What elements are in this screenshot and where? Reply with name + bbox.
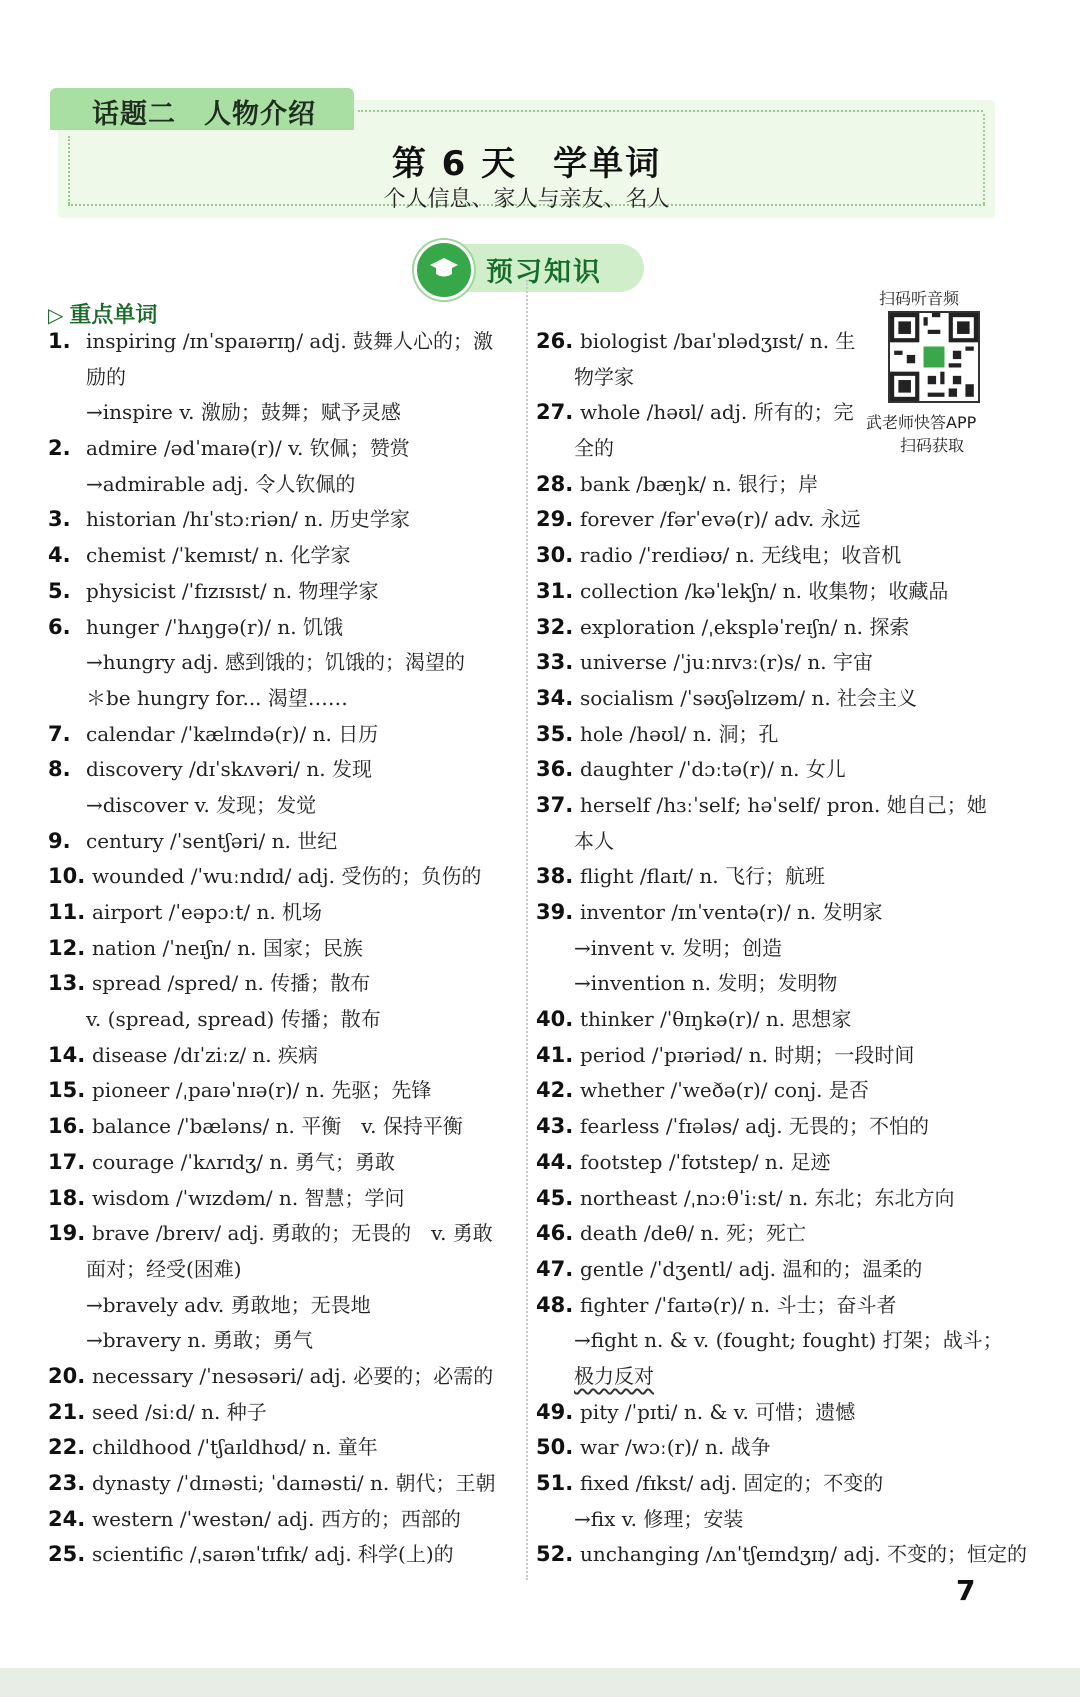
entry-text: gentle /ˈdʒentl/ adj. 温和的；温柔的 <box>580 1256 923 1281</box>
entry-text: daughter /ˈdɔːtə(r)/ n. 女儿 <box>580 757 846 782</box>
entry-text: fixed /fɪkst/ adj. 固定的；不变的 <box>580 1471 884 1495</box>
entry-number: 22. <box>48 1435 86 1460</box>
entry-text: fighter /ˈfaɪtə(r)/ n. 斗士；奋斗者 <box>580 1292 897 1317</box>
entry-number: 15. <box>48 1078 86 1103</box>
entry-number: 32. <box>536 614 574 639</box>
vocab-entry <box>48 717 518 753</box>
entry-text: v. (spread, spread) 传播；散布 <box>86 1007 381 1032</box>
entry-number: 46. <box>536 1221 574 1246</box>
topic-label: 话题二 人物介绍 <box>92 99 316 130</box>
entry-number: 29. <box>536 507 574 532</box>
triangle-icon: ▷ <box>48 303 64 327</box>
entry-text: 物学家 <box>574 364 634 389</box>
vocab-continuation <box>48 1323 518 1359</box>
entry-text: ＊be hungry for... 渴望…… <box>86 685 348 710</box>
entry-number: 42. <box>536 1078 574 1103</box>
entry-number: 31. <box>536 578 574 603</box>
entry-text: physicist /ˈfɪzɪsɪst/ n. 物理学家 <box>86 578 379 603</box>
vocab-entry <box>536 859 1006 895</box>
entry-number: 51. <box>536 1471 574 1495</box>
entry-text: 面对；经受(困难) <box>86 1256 242 1281</box>
entry-number: 4. <box>48 543 71 568</box>
vocab-entry <box>536 681 1006 717</box>
entry-text: childhood /ˈtʃaɪldhʊd/ n. 童年 <box>92 1435 378 1460</box>
entry-number: 24. <box>48 1506 86 1531</box>
entry-number: 39. <box>536 900 574 924</box>
entry-text: exploration /ˌekspləˈreɪʃn/ n. 探索 <box>580 614 910 639</box>
entry-text: 全的 <box>574 436 614 461</box>
vocab-entry <box>48 1073 518 1109</box>
entry-text: bank /bæŋk/ n. 银行；岸 <box>580 471 819 496</box>
vocab-entry <box>48 324 518 360</box>
entry-text: fearless /ˈfɪələs/ adj. 无畏的；不怕的 <box>580 1114 929 1139</box>
entry-text: thinker /ˈθɪŋkə(r)/ n. 思想家 <box>580 1007 852 1032</box>
vocab-entry <box>536 645 1006 681</box>
entry-text: airport /ˈeəpɔːt/ n. 机场 <box>92 900 323 924</box>
entry-text: inventor /ɪnˈventə(r)/ n. 发明家 <box>580 900 883 924</box>
vocab-continuation <box>48 467 518 503</box>
entry-text: socialism /ˈsəʊʃəlɪzəm/ n. 社会主义 <box>580 685 918 710</box>
entry-number: 49. <box>536 1399 574 1424</box>
entry-text: admire /ədˈmaɪə(r)/ v. 钦佩；赞赏 <box>86 436 410 461</box>
entry-text: flight /flaɪt/ n. 飞行；航班 <box>580 864 825 889</box>
vocab-entry <box>536 467 1006 503</box>
page-subtitle: 个人信息、家人与亲友、名人 <box>383 187 670 212</box>
entry-text: war /wɔː(r)/ n. 战争 <box>580 1435 771 1460</box>
entry-number: 33. <box>536 650 574 675</box>
vocab-entry <box>48 824 518 860</box>
entry-text: historian /hɪˈstɔːriən/ n. 历史学家 <box>86 507 410 532</box>
entry-text: century /ˈsentʃəri/ n. 世纪 <box>86 828 338 853</box>
vocab-entry <box>48 1395 518 1431</box>
vocab-entry <box>536 1537 1027 1573</box>
entry-number: 41. <box>536 1042 574 1067</box>
entry-number: 21. <box>48 1399 86 1424</box>
vocab-entry <box>48 1109 518 1145</box>
vocab-continuation <box>48 1002 518 1038</box>
graduation-cap-icon <box>414 240 474 300</box>
entry-number: 5. <box>48 578 71 603</box>
entry-number: 10. <box>48 864 86 889</box>
vocab-entry <box>48 1466 518 1502</box>
entry-number: 3. <box>48 507 71 532</box>
vocab-entry <box>48 1145 518 1181</box>
entry-text: death /deθ/ n. 死；死亡 <box>580 1221 806 1246</box>
vocab-entry <box>48 502 518 538</box>
vocab-entry <box>48 1359 518 1395</box>
entry-number: 1. <box>48 329 71 353</box>
entry-text: hole /həʊl/ n. 洞；孔 <box>580 721 779 746</box>
entry-number: 11. <box>48 900 86 924</box>
page-bottom-edge <box>0 1668 1080 1697</box>
entry-text: →invent v. 发明；创造 <box>574 935 783 960</box>
vocab-continuation <box>48 395 518 431</box>
vocab-entry <box>536 1109 1006 1145</box>
entry-text: western /ˈwestən/ adj. 西方的；西部的 <box>92 1506 461 1531</box>
vocab-entry <box>48 1038 518 1074</box>
entry-text: →bravely adv. 勇敢地；无畏地 <box>86 1292 371 1317</box>
entry-number: 19. <box>48 1221 86 1246</box>
entry-number: 18. <box>48 1185 86 1210</box>
vocab-entry <box>536 1288 1006 1324</box>
vocab-continuation <box>48 681 518 717</box>
entry-text: period /ˈpɪəriəd/ n. 时期；一段时间 <box>580 1042 915 1067</box>
vocab-continuation <box>48 360 518 396</box>
entry-text: →invention n. 发明；发明物 <box>574 971 838 996</box>
vocab-entry <box>536 788 1006 824</box>
entry-number: 43. <box>536 1114 574 1139</box>
vocab-entry <box>48 1502 518 1538</box>
header-border <box>358 110 983 112</box>
entry-number: 16. <box>48 1114 86 1139</box>
entry-number: 47. <box>536 1256 574 1281</box>
entry-text: →admirable adj. 令人钦佩的 <box>86 471 356 496</box>
vocab-entry <box>48 931 518 967</box>
vocab-continuation <box>536 1323 1006 1359</box>
entry-text: nation /ˈneɪʃn/ n. 国家；民族 <box>92 935 363 960</box>
vocab-entry <box>536 1216 1006 1252</box>
vocab-entry <box>536 538 1006 574</box>
vocab-entry <box>536 1466 1006 1502</box>
vocab-entry <box>536 1145 1006 1181</box>
vocab-entry <box>48 966 518 1002</box>
vocab-entry <box>536 1002 1006 1038</box>
vocab-entry <box>536 610 1006 646</box>
vocab-continuation <box>48 1288 518 1324</box>
entry-number: 14. <box>48 1042 86 1067</box>
entry-text: radio /ˈreɪdiəʊ/ n. 无线电；收音机 <box>580 543 902 568</box>
entry-text: pity /ˈpɪti/ n. & v. 可惜；遗憾 <box>580 1399 856 1424</box>
qr-scan-label: 扫码获取 <box>900 436 965 455</box>
entry-number: 36. <box>536 757 574 782</box>
entry-text: courage /ˈkʌrɪdʒ/ n. 勇气；勇敢 <box>92 1149 395 1174</box>
vocab-entry <box>536 1073 1006 1109</box>
vocab-entry <box>536 1430 1006 1466</box>
section-title: ▷ 重点单词 <box>48 303 158 328</box>
topic-tab <box>50 88 354 130</box>
entry-text: brave /breɪv/ adj. 勇敢的；无畏的 v. 勇敢 <box>92 1221 493 1246</box>
preview-label: 预习知识 <box>486 257 602 288</box>
entry-text: universe /ˈjuːnɪvɜː(r)s/ n. 宇宙 <box>580 650 873 675</box>
vocab-continuation <box>536 824 1006 860</box>
vocab-entry <box>48 538 518 574</box>
vocab-column-left <box>48 324 518 1573</box>
entry-text: footstep /ˈfʊtstep/ n. 足迹 <box>580 1149 831 1174</box>
vocab-entry <box>48 610 518 646</box>
vocab-entry <box>536 1252 1006 1288</box>
entry-text: seed /siːd/ n. 种子 <box>92 1399 267 1424</box>
entry-text: spread /spred/ n. 传播；散布 <box>92 971 371 996</box>
entry-text: herself /hɜːˈself; həˈself/ pron. 她自己；她 <box>580 792 987 817</box>
qr-caption: 扫码听音频 <box>879 289 960 308</box>
entry-number: 40. <box>536 1007 574 1032</box>
page-number: 7 <box>956 1574 976 1607</box>
vocab-continuation <box>48 645 518 681</box>
entry-number: 20. <box>48 1363 86 1388</box>
entry-text: →fight n. & v. (fought; fought) 打架；战斗； <box>574 1328 1003 1353</box>
vocab-entry <box>48 895 518 931</box>
entry-text: collection /kəˈlekʃn/ n. 收集物；收藏品 <box>580 578 949 603</box>
entry-text: necessary /ˈnesəsəri/ adj. 必要的；必需的 <box>92 1363 494 1388</box>
entry-text: scientific /ˌsaɪənˈtɪfɪk/ adj. 科学(上)的 <box>92 1542 454 1567</box>
vocab-entry <box>48 752 518 788</box>
vocab-column-right <box>536 324 1027 1573</box>
vocab-entry <box>536 752 1006 788</box>
entry-number: 7. <box>48 721 71 746</box>
page-title: 第 6 天 学单词 <box>391 144 662 184</box>
entry-text: →discover v. 发现；发觉 <box>86 792 317 817</box>
entry-number: 26. <box>536 329 574 353</box>
entry-text: whether /ˈweðə(r)/ conj. 是否 <box>580 1078 869 1103</box>
entry-text: biologist /baɪˈɒlədʒɪst/ n. 生 <box>580 329 856 353</box>
entry-number: 23. <box>48 1471 86 1495</box>
qr-pattern <box>890 313 978 401</box>
entry-text: 极力反对 <box>574 1363 654 1388</box>
vocab-entry <box>536 1395 1006 1431</box>
vocab-entry <box>536 895 1006 931</box>
entry-text: forever /fərˈevə(r)/ adv. 永远 <box>580 507 861 532</box>
vocab-entry <box>536 574 1006 610</box>
entry-number: 9. <box>48 828 71 853</box>
vocab-entry <box>48 574 518 610</box>
entry-text: inspiring /ɪnˈspaɪərɪŋ/ adj. 鼓舞人心的；激 <box>86 329 494 353</box>
entry-number: 44. <box>536 1149 574 1174</box>
entry-text: →bravery n. 勇敢；勇气 <box>86 1328 313 1353</box>
entry-text: 励的 <box>86 364 126 389</box>
vocab-entry <box>48 1216 518 1252</box>
entry-text: →inspire v. 激励；鼓舞；赋予灵感 <box>86 400 401 425</box>
entry-number: 38. <box>536 864 574 889</box>
entry-number: 17. <box>48 1149 86 1174</box>
entry-number: 12. <box>48 935 86 960</box>
vocab-continuation <box>48 1252 518 1288</box>
entry-text: unchanging /ʌnˈtʃeɪndʒɪŋ/ adj. 不变的；恒定的 <box>580 1542 1027 1567</box>
vocab-continuation <box>48 788 518 824</box>
vocab-entry <box>48 1537 518 1573</box>
entry-text: calendar /ˈkælɪndə(r)/ n. 日历 <box>86 721 379 746</box>
entry-text: →hungry adj. 感到饿的；饥饿的；渴望的 <box>86 650 466 675</box>
vocab-continuation <box>536 1502 1006 1538</box>
vocab-entry <box>536 1038 1006 1074</box>
entry-number: 27. <box>536 400 574 425</box>
entry-number: 37. <box>536 792 574 817</box>
entry-text: 本人 <box>574 828 614 853</box>
vocab-entry <box>48 1181 518 1217</box>
entry-number: 6. <box>48 614 71 639</box>
vocab-entry <box>48 431 518 467</box>
vocab-entry <box>536 1181 1006 1217</box>
entry-number: 30. <box>536 543 574 568</box>
vocab-continuation <box>536 1359 1006 1395</box>
entry-number: 28. <box>536 471 574 496</box>
entry-number: 25. <box>48 1542 86 1567</box>
vocab-entry <box>536 502 1006 538</box>
entry-number: 2. <box>48 436 71 461</box>
entry-text: whole /həʊl/ adj. 所有的；完 <box>580 400 854 425</box>
entry-text: →fix v. 修理；安装 <box>574 1506 744 1531</box>
entry-text: wisdom /ˈwɪzdəm/ n. 智慧；学问 <box>92 1185 405 1210</box>
entry-text: pioneer /ˌpaɪəˈnɪə(r)/ n. 先驱；先锋 <box>92 1078 432 1103</box>
entry-text: hunger /ˈhʌŋɡə(r)/ n. 饥饿 <box>86 614 343 639</box>
entry-number: 35. <box>536 721 574 746</box>
entry-text: discovery /dɪˈskʌvəri/ n. 发现 <box>86 757 372 782</box>
column-divider <box>526 280 528 1580</box>
vocab-entry <box>536 717 1006 753</box>
entry-number: 52. <box>536 1542 574 1567</box>
entry-text: disease /dɪˈziːz/ n. 疾病 <box>92 1042 319 1067</box>
entry-text: wounded /ˈwuːndɪd/ adj. 受伤的；负伤的 <box>92 864 482 889</box>
vocab-entry <box>48 1430 518 1466</box>
vocab-continuation <box>536 931 1006 967</box>
entry-number: 50. <box>536 1435 574 1460</box>
entry-number: 34. <box>536 685 574 710</box>
vocab-entry <box>48 859 518 895</box>
entry-number: 13. <box>48 971 86 996</box>
vocab-continuation <box>536 966 1006 1002</box>
entry-text: chemist /ˈkemɪst/ n. 化学家 <box>86 543 351 568</box>
entry-text: dynasty /ˈdɪnəsti; ˈdaɪnəsti/ n. 朝代；王朝 <box>92 1471 496 1495</box>
entry-text: balance /ˈbæləns/ n. 平衡 v. 保持平衡 <box>92 1114 463 1139</box>
entry-number: 45. <box>536 1185 574 1210</box>
entry-text: northeast /ˌnɔːθˈiːst/ n. 东北；东北方向 <box>580 1185 955 1210</box>
entry-number: 8. <box>48 757 71 782</box>
qr-code[interactable] <box>888 311 980 403</box>
entry-number: 48. <box>536 1292 574 1317</box>
qr-app-name: 武老师快答APP <box>866 413 977 432</box>
